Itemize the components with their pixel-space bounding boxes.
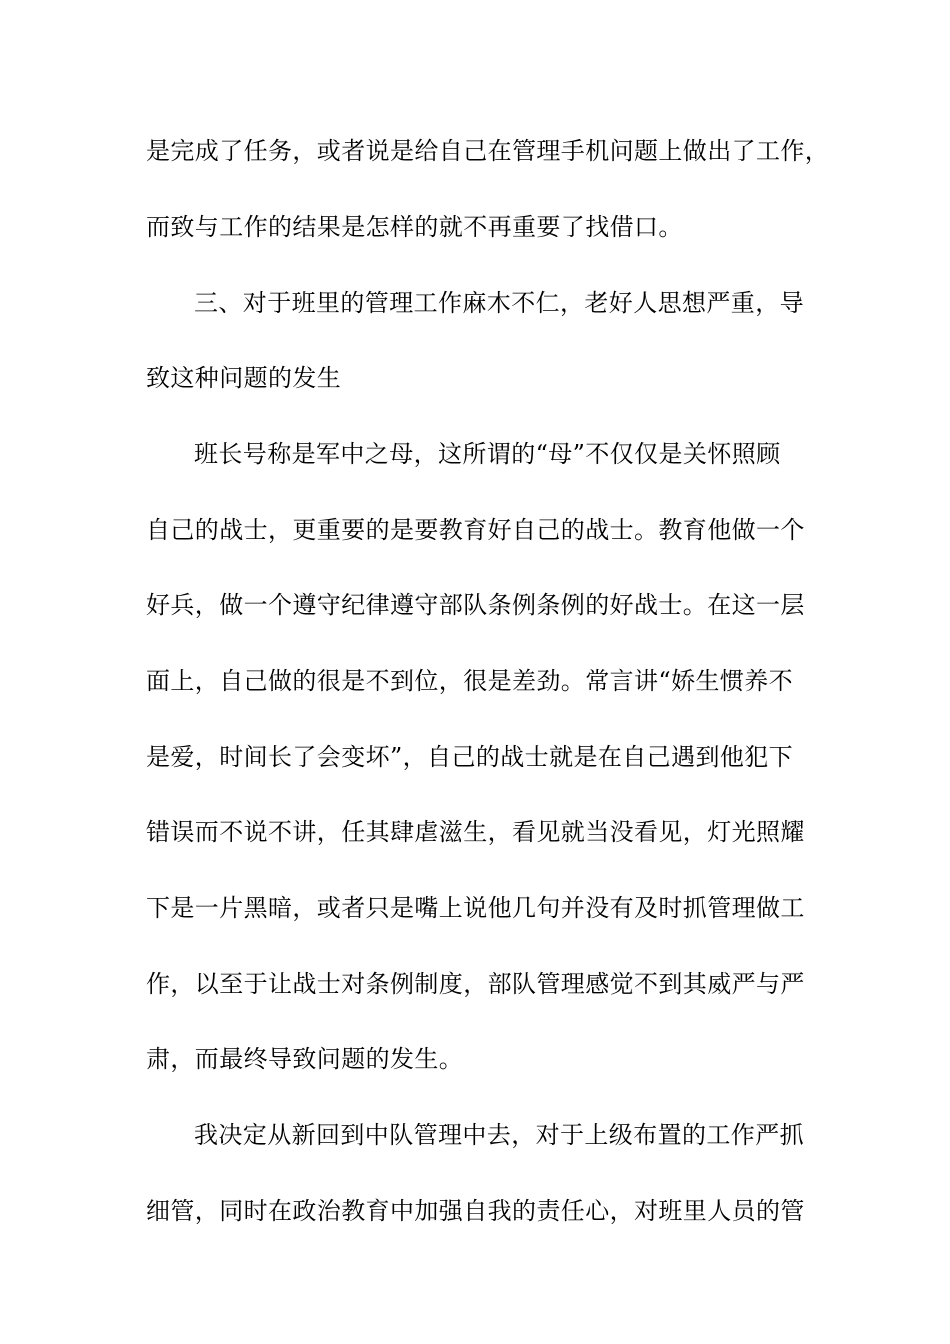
text-line: 细管，同时在政治教育中加强自我的责任心，对班里人员的管	[146, 1197, 805, 1225]
text-line: 作，以至于让战士对条例制度，部队管理感觉不到其威严与严	[146, 970, 805, 998]
text-line: 而致与工作的结果是怎样的就不再重要了找借口。	[146, 213, 683, 241]
text-line: 是爱，时间长了会变坏”，自己的战士就是在自己遇到他犯下	[146, 743, 794, 771]
text-line: 班长号称是军中之母，这所谓的“母”不仅仅是关怀照顾	[194, 440, 781, 468]
text-line: 是完成了任务，或者说是给自己在管理手机问题上做出了工作，	[146, 137, 830, 165]
text-line: 自己的战士，更重要的是要教育好自己的战士。教育他做一个	[146, 516, 805, 544]
text-line: 我决定从新回到中队管理中去，对于上级布置的工作严抓	[194, 1121, 804, 1149]
section-heading-line: 致这种问题的发生	[146, 364, 342, 392]
text-line: 下是一片黑暗，或者只是嘴上说他几句并没有及时抓管理做工	[146, 894, 805, 922]
text-line: 错误而不说不讲，任其肆虐滋生，看见就当没看见，灯光照耀	[146, 818, 805, 846]
section-heading-line: 三、对于班里的管理工作麻木不仁，老好人思想严重，导	[194, 289, 804, 317]
text-line: 好兵，做一个遵守纪律遵守部队条例条例的好战士。在这一层	[146, 591, 805, 619]
text-line: 面上，自己做的很是不到位，很是差劲。常言讲“娇生惯养不	[146, 667, 794, 695]
text-line: 肃，而最终导致问题的发生。	[146, 1045, 464, 1073]
